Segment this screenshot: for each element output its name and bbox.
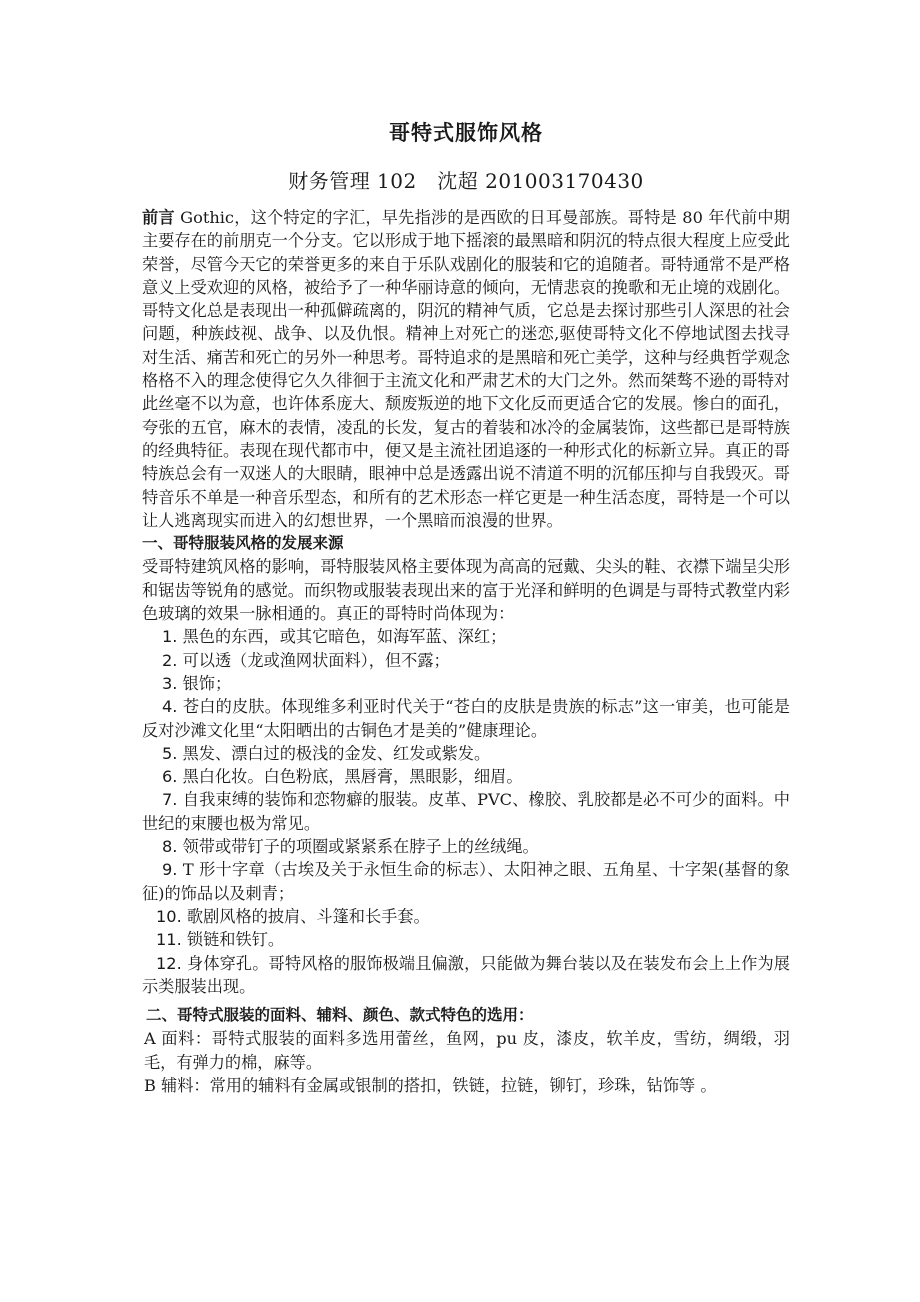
list-item-text: 领带或带钉子的项圈或紧紧系在脖子上的丝绒绳。 bbox=[182, 837, 539, 857]
intro-lead: 前言 bbox=[142, 208, 175, 227]
list-item-text: 歌剧风格的披肩、斗篷和长手套。 bbox=[186, 906, 430, 926]
list-item-number: 6. bbox=[162, 767, 178, 787]
section2-heading: 二、哥特式服装的面料、辅料、颜色、款式特色的选用： bbox=[146, 1006, 534, 1025]
document-title: 哥特式服饰风格 bbox=[389, 121, 543, 145]
list-item bbox=[142, 858, 790, 905]
intro-text: Gothic，这个特定的字汇，早先指涉的是西欧的日耳曼部族。哥特是 80 年代前中期主要存在的前朋克一个分支。它以形成于地下摇滚的最黑暗和阴沉的特点很大程度上应受此荣誉，尽管今天它的荣誉更多的来自于乐队戏剧化的服装和它的追随者。哥特通常不是严格意义上受欢迎的风格，被给予了一种华丽诗意的倾向，无情悲哀的挽歌和无止境的戏剧化。哥特文化总是表现出一种孤僻疏离的，阴沉的精神气质，它总是去探讨那些引人深思的社会问题，种族歧视、战争、以及仇恨。精神上对死亡的迷恋,驱使哥特文化不停地试图去找寻对生活、痛苦和死亡的另外一种思考。哥特追求的是黑暗和死亡美学，这种与经典哲学观念格格不入的理念使得它久久徘徊于主流文化和严肃艺术的大门之外。然而桀骜不逊的哥特对此丝毫不以为意，也许体系庞大、颓废叛逆的地下文化反而更适合它的发展。惨白的面孔，夸张的五官，麻木的表情，凌乱的长发，复古的着装和冰冷的金属装饰，这些都已是哥特族的经典特征。表现在现代都市中，便又是主流社团追逐的一种形式化的标新立异。真正的哥特族总会有一双迷人的大眼睛，眼神中总是透露出说不清道不明的沉郁压抑与自我毁灭。哥特音乐不单是一种音乐型态，和所有的艺术形态一样它更是一种生活态度，哥特是一个可以让人逃离现实而进入的幻想世界，一个黑暗而浪漫的世界。 bbox=[142, 208, 790, 530]
list-item-number: 5. bbox=[162, 743, 178, 763]
list-item-text: 银饰； bbox=[182, 673, 232, 693]
list-item bbox=[142, 952, 790, 999]
list-item bbox=[142, 742, 790, 765]
list-item bbox=[142, 905, 790, 928]
list-item-text: 锁链和铁钉。 bbox=[186, 930, 285, 950]
list-item-text: 苍白的皮肤。体现维多利亚时代关于“苍白的皮肤是贵族的标志”这一审美，也可能是反对沙滩文化里“太阳晒出的古铜色才是美的”健康理论。 bbox=[142, 697, 790, 740]
list-item bbox=[142, 788, 790, 835]
list-item bbox=[142, 672, 790, 695]
list-item bbox=[142, 695, 790, 742]
list-item bbox=[142, 625, 790, 648]
list-item-text: 身体穿孔。哥特风格的服饰极端且偏激，只能做为舞台装以及在装发布会上上作为展示类服装出现。 bbox=[142, 953, 790, 996]
list-item-text: 黑色的东西，或其它暗色，如海军蓝、深红； bbox=[182, 627, 507, 647]
list-item-number: 8. bbox=[162, 837, 178, 857]
document-page bbox=[142, 118, 790, 1097]
list-item-text: 自我束缚的装饰和恋物癖的服装。皮革、PVC、橡胶、乳胶都是必不可少的面料。中世纪的束腰也极为常见。 bbox=[142, 790, 790, 833]
list-item-text: 黑发、漂白过的极浅的金发、红发或紫发。 bbox=[182, 743, 491, 763]
section1-heading: 一、哥特服装风格的发展来源 bbox=[142, 534, 344, 553]
list-item-number: 3. bbox=[162, 673, 178, 693]
list-item bbox=[142, 835, 790, 858]
list-item-number: 11. bbox=[156, 930, 182, 950]
list-item-number: 7. bbox=[162, 790, 178, 810]
list-item-number: 4. bbox=[162, 697, 178, 717]
list-item-text: T 形十字章（古埃及关于永恒生命的标志）、太阳神之眼、五角星、十字架(基督的象征)的饰品以及刺青； bbox=[142, 860, 790, 903]
list-item-text: 黑白化妆。白色粉底，黑唇膏，黑眼影，细眉。 bbox=[182, 767, 523, 787]
list-item-number: 9. bbox=[162, 860, 178, 880]
list-item-number: 10. bbox=[156, 906, 182, 926]
list-item-number: 1. bbox=[162, 627, 178, 647]
section2-item-label: B 辅料： bbox=[144, 1075, 210, 1095]
section1-text: 受哥特建筑风格的影响，哥特服装风格主要体现为高高的冠戴、尖头的鞋、衣襟下端呈尖形和锯齿等锐角的感觉。而织物或服装表现出来的富于光泽和鲜明的色调是与哥特式教堂内彩色玻璃的效果一脉相通的。真正的哥特时尚体现为： bbox=[142, 557, 790, 624]
section2-item-text: 常用的辅料有金属或银制的搭扣，铁链，拉链，铆钉，珍珠，钻饰等 。 bbox=[209, 1075, 717, 1095]
list-item bbox=[142, 649, 790, 672]
author-line: 财务管理 102 沈超 201003170430 bbox=[288, 169, 644, 193]
list-item bbox=[142, 928, 790, 951]
list-item-number: 2. bbox=[162, 650, 178, 670]
intro-paragraph bbox=[142, 206, 790, 532]
section2-item-text: 哥特式服装的面料多选用蕾丝，鱼网，pu 皮，漆皮，软羊皮，雪纺，绸缎，羽毛，有弹力的棉，麻等。 bbox=[144, 1029, 790, 1072]
section2-item-label: A 面料： bbox=[144, 1029, 212, 1049]
list-item-number: 12. bbox=[156, 953, 182, 973]
section2-item-fabric bbox=[144, 1027, 790, 1074]
section2-item-accessories bbox=[144, 1074, 790, 1097]
list-item bbox=[142, 765, 790, 788]
list-item-text: 可以透（龙或渔网状面料），但不露； bbox=[182, 650, 450, 670]
